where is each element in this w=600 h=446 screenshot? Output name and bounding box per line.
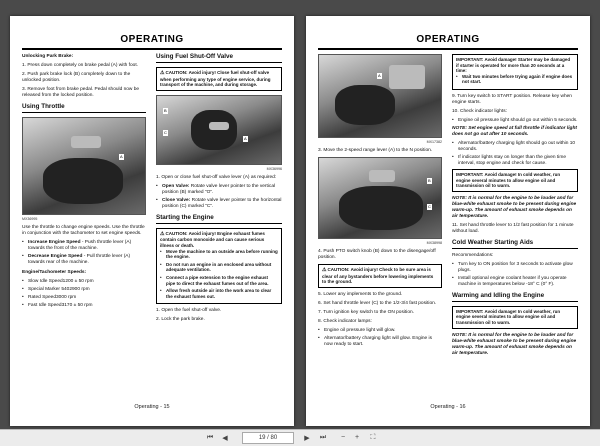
prev-page-icon: ◀ <box>222 434 228 442</box>
first-page-button[interactable] <box>205 432 215 443</box>
special-marker: • Special Marker 5402900 rpm <box>22 287 146 293</box>
caution-bullet: • Allow fresh outside air into the work area to clear the exhaust fumes out. <box>160 288 278 299</box>
pdf-page-left <box>10 16 294 426</box>
exhaust-caution: ⚠CAUTION: Avoid injury! Engine exhaust fumes contain carbon monoxide and can cause serious illness or death. • Move the machine to an outside area before running the engine. • Do not run an engine in an enclosed area without adequate ventilation. • Connect a pipe extension to the engine exhaust pipe to direct the exhaust fumes out of the area. • Allow fresh outside air into the work area to clear the exhaust fumes out. <box>156 228 282 305</box>
photo-id: MX36995 <box>22 217 38 221</box>
range-lever-photo: A <box>318 54 442 138</box>
unlock-title: Unlocking Park Brake: <box>22 54 74 59</box>
step-5: 5. Lower any implements to the ground. <box>318 291 403 297</box>
right-column-2 <box>452 54 578 360</box>
unlock-step-3: 3. Remove foot from brake pedal. Pedal should now be released from the locked position. <box>22 87 140 98</box>
pdf-toolbar <box>0 429 600 446</box>
step-7: 7. Turn ignition key switch to the ON position. <box>318 309 414 315</box>
recommendations-label: Recommendations: <box>452 252 494 258</box>
fullscreen-icon: ⛶ <box>370 433 376 441</box>
page-header: OPERATING <box>318 34 578 50</box>
fast-idle: • Fast Idle Speed3170 ± 50 rpm <box>22 303 146 309</box>
warning-icon: ⚠ <box>322 267 327 273</box>
left-column-2 <box>156 54 282 326</box>
starter-important: IMPORTANT: Avoid damage! Starter may be damaged if starter is operated for more than 20 seconds at a time: • Wait two minutes before trying again if engine does not start. <box>452 54 578 90</box>
note: NOTE: It is normal for the engine to be louder and for blue-white exhaust smoke to be present during engine warm-up. The amount of exhaust smoke depends on air temperature. <box>452 332 577 356</box>
zoom-out-icon: − <box>340 434 346 441</box>
note: NOTE: Set engine speed at full throttle if indicator light does not go out after 10 seconds. <box>452 125 577 137</box>
page-number-input[interactable]: 19 / 80 <box>242 432 294 444</box>
note: NOTE: It is normal for the engine to be louder and for blue-white exhaust smoke to be present during engine warm-up. The amount of exhaust smoke depends on air temperature. <box>452 195 577 219</box>
oil-important: IMPORTANT: Avoid damage! In cold weather, run engine several minutes to allow engine oil and transmission oil to warm. <box>452 169 578 192</box>
slow-idle: • Slow Idle Speed1200 ± 50 rpm <box>22 279 146 285</box>
recommendation-item: • Install optional engine coolant heater if you operate machine in temperatures below -18° C (0° F). <box>452 276 578 288</box>
zoom-in-button[interactable] <box>352 432 362 443</box>
step-6: 6. Set hand throttle lever (C) to the 1/2-3/4 fast position. <box>318 300 437 306</box>
light-item: • If indicator lights stay on longer than the given time interval, stop engine and check for cause. <box>452 155 578 167</box>
right-column-1 <box>318 54 442 350</box>
tach-title: Engine/Tachometer Speeds: <box>22 270 87 275</box>
rated-speed: • Rated Speed3000 rpm <box>22 295 146 301</box>
fuel-heading: Using Fuel Shut-Off Valve <box>156 54 282 63</box>
warning-icon: ⚠ <box>160 70 165 76</box>
caution-bullet: • Connect a pipe extension to the engine exhaust pipe to direct the exhaust fumes out of the area. <box>160 275 278 286</box>
next-page-icon: ▶ <box>304 434 310 442</box>
photo-id: MX36996 <box>266 166 282 171</box>
important-bullet: • Wait two minutes before trying again if engine does not start. <box>456 74 574 85</box>
warm-important: IMPORTANT: Avoid damage! In cold weather, run engine several minutes to allow engine oil and transmission oil to warm. <box>452 306 578 329</box>
decrease-speed-item: • Decrease Engine Speed - Pull throttle lever (A) towards rear of the machine. <box>22 254 146 266</box>
starting-heading: Starting the Engine <box>156 215 282 224</box>
lamp-item: • Alternator/battery charging light will glow. Engine is now ready to start. <box>318 336 442 348</box>
close-valve-item: • Close Valve: Rotate valve lever pointer to the horizontal position (C) marked "C". <box>156 198 282 210</box>
warning-icon: ⚠ <box>160 230 165 237</box>
step-11: 11. Set hand throttle lever to 1/2 fast position for 1 minute without load. <box>452 222 574 234</box>
page-header: OPERATING <box>22 34 282 50</box>
lamp-item: • Engine oil pressure light will glow. <box>318 328 442 334</box>
warming-heading: Warming and Idling the Engine <box>452 293 578 302</box>
page-footer: Operating - 16 <box>430 404 466 410</box>
unlock-step-2: 2. Push park brake lock (B) completely down to the unlocked position. <box>22 72 131 83</box>
fuel-step-1: 1. Open or close fuel shut-off valve lever (A) as required: <box>156 174 277 180</box>
left-column-1 <box>22 54 146 311</box>
start-step-2: 2. Lock the park brake. <box>156 317 205 323</box>
throttle-heading: Using Throttle <box>22 104 146 113</box>
implements-caution: ⚠CAUTION: Avoid injury! Check to be sure area is clear of any bystanders before lowering implements to the ground. <box>318 264 442 288</box>
fuel-valve-photo: B C A <box>156 95 282 165</box>
pto-switch-photo: B C <box>318 157 442 239</box>
step-9: 9. Turn key switch to START position. Release key when engine starts. <box>452 93 572 105</box>
zoom-in-icon: + <box>354 434 360 441</box>
fuel-caution: ⚠CAUTION: Avoid injury! Close fuel shut-off valve when performing any type of engine service, during transport of the machine, and during storage. <box>156 67 282 91</box>
step-10: 10. Check indicator lights: <box>452 108 507 114</box>
throttle-photo: A <box>22 117 146 215</box>
fullscreen-button[interactable] <box>368 432 378 443</box>
open-valve-item: • Open Valve: Rotate valve lever pointer to the vertical position (B) marked "O". <box>156 184 282 196</box>
caution-bullet: • Do not run an engine in an enclosed area without adequate ventilation. <box>160 262 278 273</box>
pdf-page-right <box>306 16 590 426</box>
light-item: • Alternator/battery charging light should go out within 10 seconds. <box>452 141 578 153</box>
unlock-step-1: 1. Press down completely on brake pedal (A) with foot. <box>22 63 138 68</box>
photo-id: MX17382 <box>426 140 442 144</box>
page-footer: Operating - 15 <box>134 404 170 410</box>
step-8: 8. Check indicator lamps: <box>318 318 372 324</box>
cold-weather-heading: Cold Weather Starting Aids <box>452 240 578 249</box>
light-item: • Engine oil pressure light should go out within 5 seconds. <box>452 118 578 124</box>
caution-bullet: • Move the machine to an outside area before running the engine. <box>160 249 278 260</box>
last-page-icon: ⏭ <box>319 433 327 441</box>
start-step-1: 1. Open the fuel shut-off valve. <box>156 308 222 314</box>
prev-page-button[interactable] <box>220 432 230 443</box>
first-page-icon: ⏮ <box>206 433 214 441</box>
next-page-button[interactable] <box>302 432 312 443</box>
last-page-button[interactable] <box>318 432 328 443</box>
increase-speed-item: • Increase Engine Speed - Push throttle lever (A) towards the front of the machine. <box>22 240 146 252</box>
recommendation-item: • Turn key to ON position for 3 seconds to activate glow plugs. <box>452 262 578 274</box>
step-4: 4. Push PTO switch knob (B) down to the disengage/off position. <box>318 249 436 260</box>
photo-id: MX38998 <box>426 241 442 245</box>
throttle-text: Use the throttle to change engine speeds. Use the throttle in conjunction with the tachometer to set engine speeds. <box>22 225 145 236</box>
step-3: 3. Move the 2-speed range lever (A) to the N position. <box>318 148 433 153</box>
zoom-out-button[interactable] <box>338 432 348 443</box>
